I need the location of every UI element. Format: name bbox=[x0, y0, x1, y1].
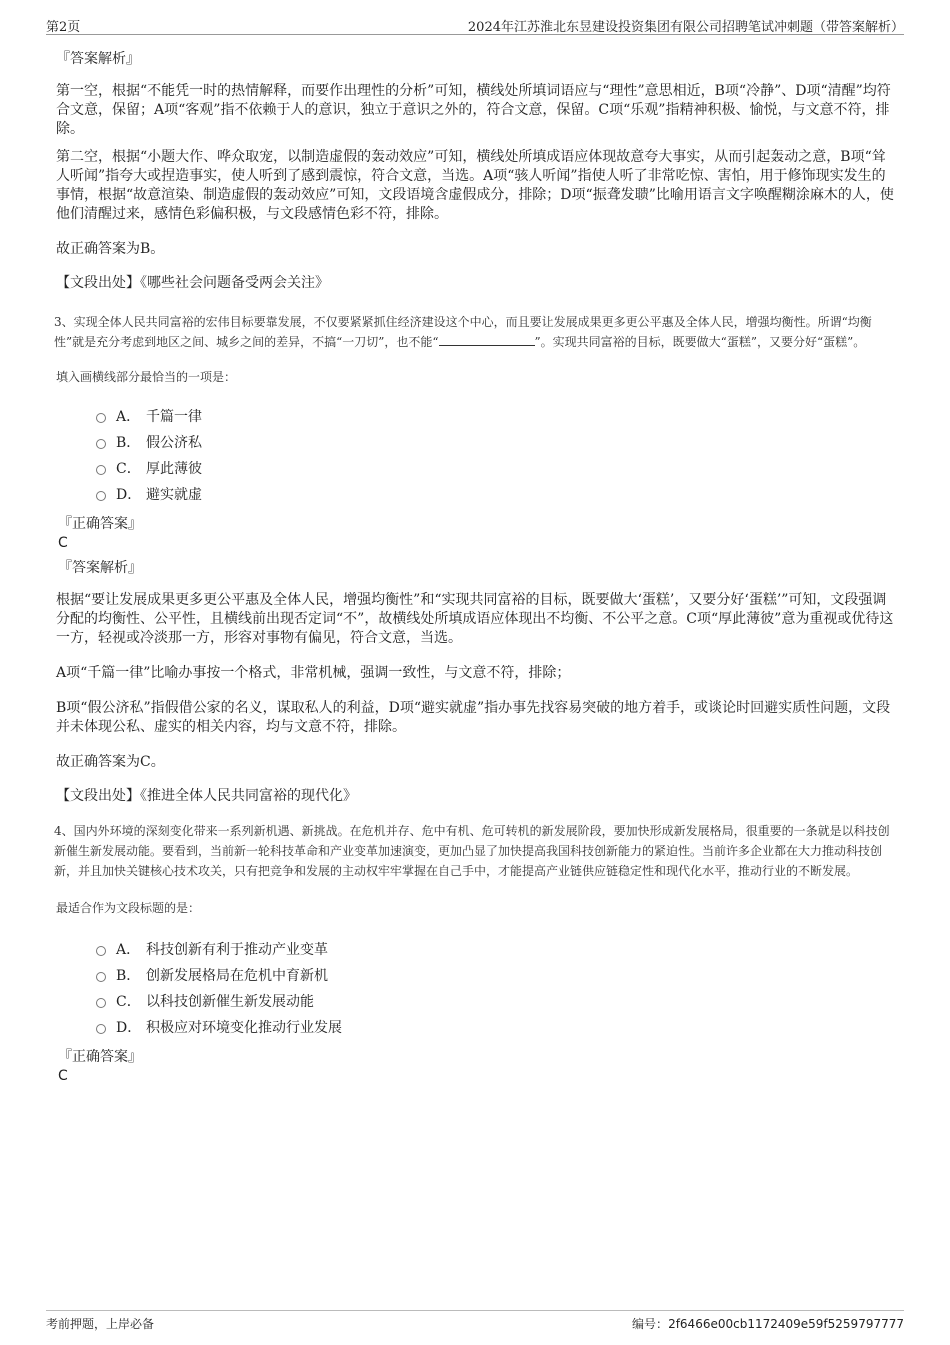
code-label: 编号： bbox=[632, 1317, 669, 1331]
source-citation: 【文段出处】《推进全体人民共同富裕的现代化》 bbox=[56, 788, 357, 804]
final-answer: 故正确答案为B。 bbox=[56, 241, 165, 257]
option-a[interactable] bbox=[96, 936, 896, 962]
question-4 bbox=[56, 821, 896, 1084]
correct-answer-label: 『正确答案』 bbox=[58, 1049, 142, 1065]
analysis-paragraph: B项“假公济私”指假借公家的名义，谋取私人的利益，D项“避实就虚”指办事先找容易突破的地方着手，或谈论时回避实质性问题，文段并未体现公私、虚实的相关内容，均与文意不符，排除。 bbox=[56, 700, 891, 735]
stem-text: 3、实现全体人民共同富裕的宏伟目标要靠发展，不仅要紧紧抓住经济建设这个中心，而且要让发展成果更多更公平惠及全体人民，增强均衡性。所谓“均衡性”就是充分考虑到地区之间、城乡之间的差异，不搞“一刀切”，也不能“ bbox=[54, 315, 872, 349]
option-text: 科技创新有利于推动产业变革 bbox=[146, 942, 328, 958]
code-value: 2f6466e00cb1172409e59f5259797777 bbox=[668, 1317, 904, 1331]
option-letter: D． bbox=[116, 1020, 142, 1036]
option-text: 避实就虚 bbox=[146, 487, 202, 503]
option-letter: B． bbox=[116, 435, 141, 451]
analysis-paragraph: A项“千篇一律”比喻办事按一个格式，非常机械，强调一致性，与文意不符，排除； bbox=[56, 665, 571, 681]
option-text: 假公济私 bbox=[146, 435, 202, 451]
question-stem: 4、国内外环境的深刻变化带来一系列新机遇、新挑战。在危机并存、危中有机、危可转机的新发展阶段，要加快形成新发展格局，很重要的一条就是以科技创新催生新发展动能。要看到，当前新一轮科技革命和产业变革加速演变，更加凸显了加快提高我国科技创新能力的紧迫性。当前许多企业都在大力推动科技创新，并且加快关键核心技术攻关，只有把竞争和发展的主动权牢牢掌握在自己手中，才能提高产业链供应链稳定性和现代化水平，推动行业的不断发展。 bbox=[54, 824, 890, 878]
document-code bbox=[632, 1315, 904, 1332]
option-d[interactable] bbox=[96, 1014, 896, 1040]
analysis-paragraph: 根据“要让发展成果更多更公平惠及全体人民，增强均衡性”和“实现共同富裕的目标，既要做大‘蛋糕’，又要分好‘蛋糕’”可知，文段强调分配的均衡性、公平性，且横线前出现否定词“不”，故横线处所填成语应体现出不均衡、不公平之意。C项“厚此薄彼”意为重视或优待这一方，轻视或冷淡那一方，形容对事物有偏见，符合文意，当选。 bbox=[56, 592, 894, 646]
question-3 bbox=[56, 312, 896, 805]
previous-question-analysis bbox=[56, 48, 896, 292]
radio-icon[interactable] bbox=[96, 439, 106, 449]
option-text: 厚此薄彼 bbox=[146, 461, 202, 477]
footer-slogan: 考前押题，上岸必备 bbox=[46, 1317, 155, 1331]
question-prompt: 填入画横线部分最恰当的一项是： bbox=[56, 370, 237, 384]
question-stem bbox=[54, 312, 896, 352]
page-footer bbox=[46, 1310, 904, 1331]
correct-answer-label: 『正确答案』 bbox=[58, 516, 142, 532]
correct-answer: C bbox=[58, 1068, 68, 1084]
option-a[interactable] bbox=[96, 403, 896, 429]
radio-icon[interactable] bbox=[96, 491, 106, 501]
option-letter: A． bbox=[116, 409, 141, 425]
final-answer: 故正确答案为C。 bbox=[56, 754, 165, 770]
radio-icon[interactable] bbox=[96, 998, 106, 1008]
option-letter: C． bbox=[116, 994, 141, 1010]
option-d[interactable] bbox=[96, 481, 896, 507]
option-letter: B． bbox=[116, 968, 141, 984]
radio-icon[interactable] bbox=[96, 946, 106, 956]
correct-answer: C bbox=[58, 535, 68, 551]
question-prompt: 最适合作为文段标题的是： bbox=[56, 901, 201, 915]
fill-blank bbox=[439, 333, 535, 346]
page-number: 第2页 bbox=[46, 20, 81, 35]
analysis-label: 『答案解析』 bbox=[58, 560, 142, 576]
stem-text: ”。实现共同富裕的目标，既要做大“蛋糕”，又要分好“蛋糕”。 bbox=[534, 335, 866, 349]
analysis-label: 『答案解析』 bbox=[56, 51, 140, 67]
option-text: 创新发展格局在危机中育新机 bbox=[146, 968, 328, 984]
option-c[interactable] bbox=[96, 988, 896, 1014]
page-header bbox=[46, 14, 904, 35]
analysis-paragraph: 第二空，根据“小题大作、哗众取宠，以制造虚假的轰动效应”可知，横线处所填成语应体现故意夸大事实，从而引起轰动之意，B项“耸人听闻”指夸大或捏造事实，使人听到了感到震惊，符合文意，当选。A项“骇人听闻”指使人听了非常吃惊、害怕，用于修饰现实发生的事情，根据“故意渲染、制造虚假的轰动效应”可知，文段语境含虚假成分，排除；D项“振聋发聩”比喻用语言文字唤醒糊涂麻木的人，使他们清醒过来，感情色彩偏积极，与文段感情色彩不符，排除。 bbox=[56, 149, 894, 222]
document-title: 2024年江苏淮北东昱建设投资集团有限公司招聘笔试冲刺题（带答案解析） bbox=[467, 20, 904, 35]
analysis-paragraph: 第一空，根据“不能凭一时的热情解释，而要作出理性的分析”可知，横线处所填词语应与“理性”意思相近，B项“冷静”、D项“清醒”均符合文意，保留；A项“客观”指不依赖于人的意识，独立于意识之外的，符合文意，保留。C项“乐观”指精神积极、愉悦，与文意不符，排除。 bbox=[56, 83, 891, 137]
option-text: 积极应对环境变化推动行业发展 bbox=[146, 1020, 342, 1036]
option-c[interactable] bbox=[96, 455, 896, 481]
option-letter: A． bbox=[116, 942, 141, 958]
page-content bbox=[56, 44, 896, 1088]
option-text: 以科技创新催生新发展动能 bbox=[146, 994, 314, 1010]
radio-icon[interactable] bbox=[96, 1024, 106, 1034]
option-letter: D． bbox=[116, 487, 142, 503]
option-b[interactable] bbox=[96, 429, 896, 455]
radio-icon[interactable] bbox=[96, 972, 106, 982]
option-letter: C． bbox=[116, 461, 141, 477]
source-citation: 【文段出处】《哪些社会问题备受两会关注》 bbox=[56, 275, 329, 291]
radio-icon[interactable] bbox=[96, 465, 106, 475]
radio-icon[interactable] bbox=[96, 413, 106, 423]
option-text: 千篇一律 bbox=[146, 409, 202, 425]
option-b[interactable] bbox=[96, 962, 896, 988]
